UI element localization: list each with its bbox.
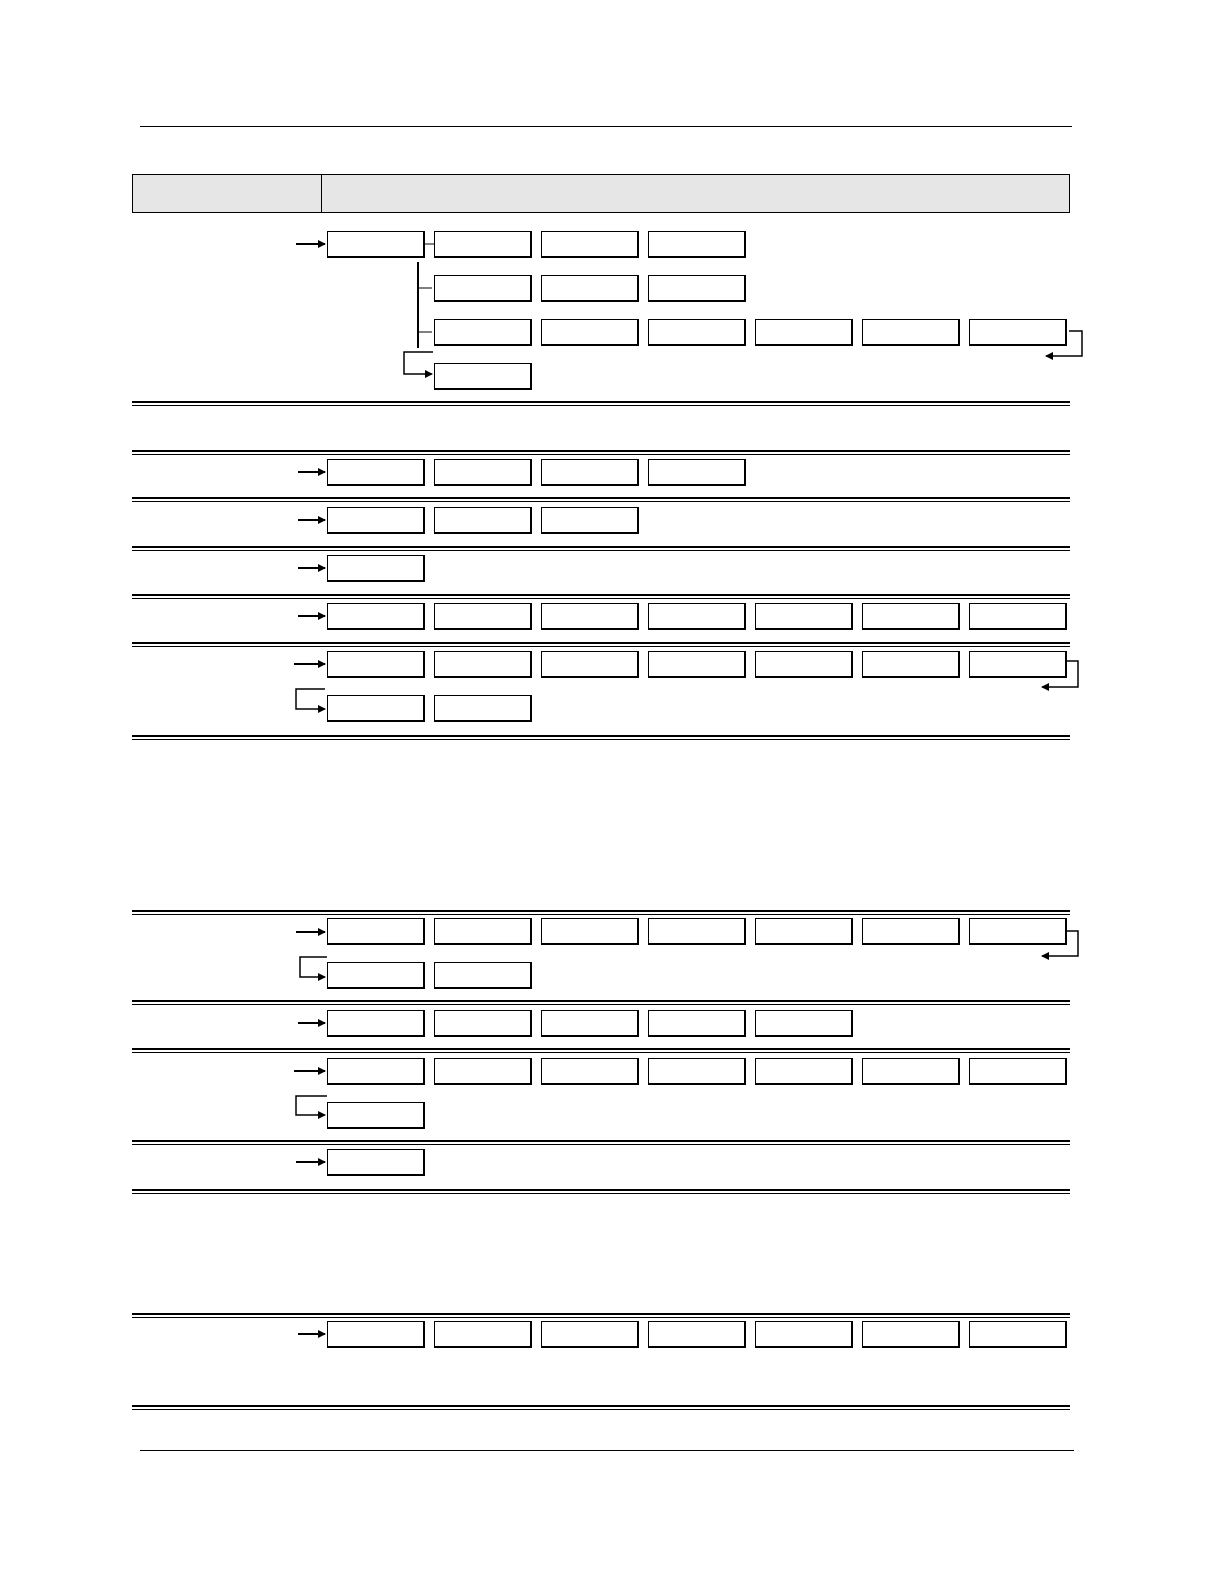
section-1-connectors <box>296 244 1082 374</box>
section-separator <box>132 735 1070 740</box>
wrap-arrow <box>300 957 327 977</box>
section-separator <box>132 1140 1070 1145</box>
return-arrow <box>1042 931 1078 956</box>
section-separator <box>132 450 1070 455</box>
section-separator <box>132 401 1070 406</box>
wrap-arrow <box>296 689 325 709</box>
section-separator <box>132 594 1070 599</box>
wrap-arrow <box>296 1096 327 1115</box>
section-separator <box>132 1000 1070 1005</box>
section-arrows <box>294 472 1078 1334</box>
wrap-arrow <box>404 352 433 374</box>
section-separator <box>132 1405 1070 1410</box>
page-bottom-rule <box>140 1450 1074 1451</box>
section-separator <box>132 497 1070 502</box>
return-arrow <box>1046 331 1082 356</box>
section-separator <box>132 1313 1070 1318</box>
return-arrow <box>1042 661 1078 687</box>
section-separator <box>132 1048 1070 1053</box>
section-separator <box>132 546 1070 551</box>
section-separator <box>132 1189 1070 1194</box>
section-separator <box>132 642 1070 647</box>
section-separator <box>132 910 1070 915</box>
